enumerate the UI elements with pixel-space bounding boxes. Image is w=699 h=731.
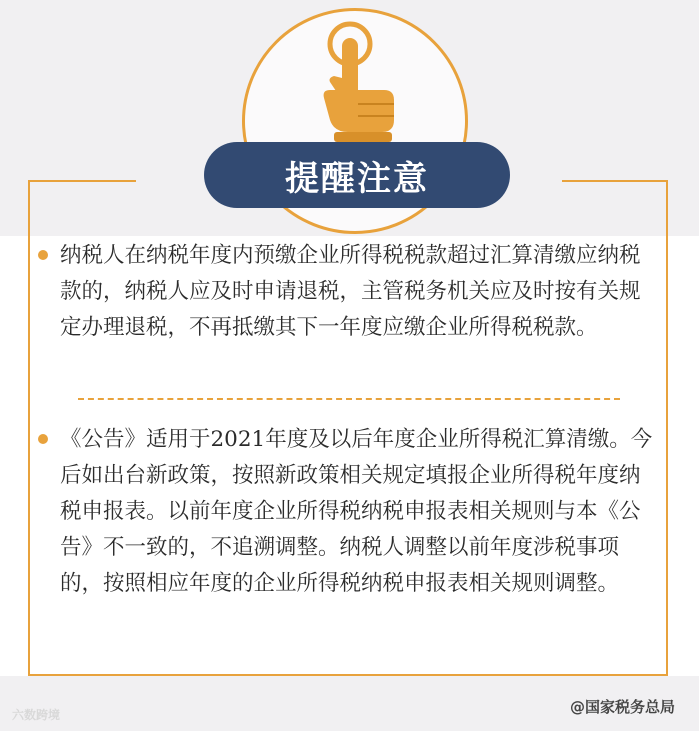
page-title: 提醒注意 — [285, 158, 429, 199]
dot-icon — [38, 434, 48, 444]
title-banner — [204, 142, 510, 208]
watermark: 六数跨境 — [12, 708, 61, 722]
notice-item-2: 《公告》适用于2021年度及以后年度企业所得税汇算清缴。今后如出台新政策，按照新政策相关规定填报企业所得税年度纳税申报表。以前年度企业所得税纳税申报表相关规则与本《公告》不一致的，不追溯调整。纳税人调整以前年度涉税事项的，按照相应年度的企业所得税纳税申报表相关规则调整。 — [60, 427, 653, 596]
dot-icon — [38, 250, 48, 260]
source-credit: @国家税务总局 — [569, 698, 675, 716]
pointing-hand-icon — [310, 20, 400, 142]
dashed-divider — [78, 398, 620, 400]
notice-item-1: 纳税人在纳税年度内预缴企业所得税税款超过汇算清缴应纳税款的，纳税人应及时申请退税，主管税务机关应及时按有关规定办理退税，不再抵缴其下一年度应缴企业所得税税款。 — [60, 243, 641, 340]
